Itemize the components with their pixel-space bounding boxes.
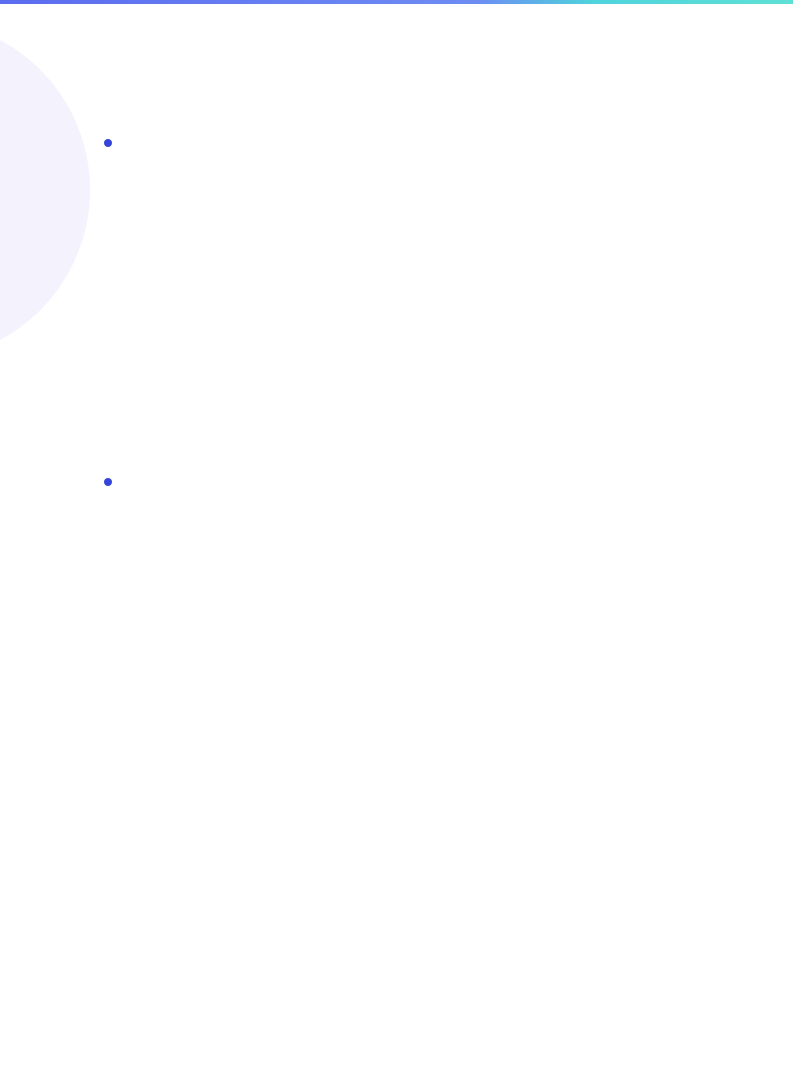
section-title-trend-2	[104, 139, 122, 147]
section-title-trend-3	[104, 478, 122, 486]
bullet-dot-icon	[104, 139, 112, 147]
top-accent-bar	[0, 0, 793, 4]
bullet-dot-icon	[104, 478, 112, 486]
